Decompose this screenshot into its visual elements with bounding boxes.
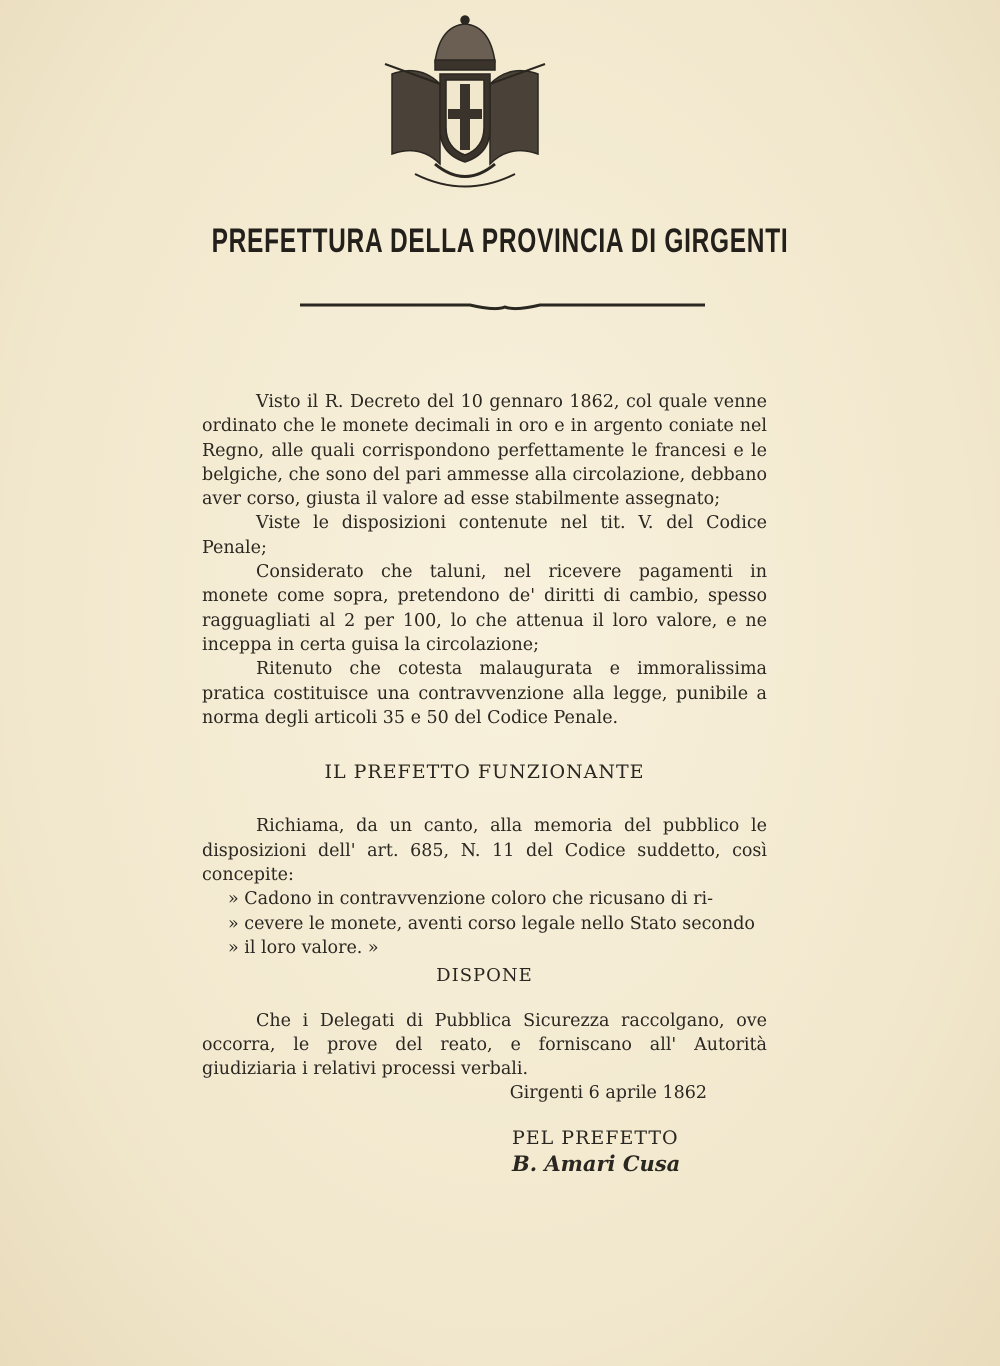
page-title: PREFETTURA DELLA PROVINCIA DI GIRGENTI bbox=[211, 222, 789, 260]
paragraph-delegati: Che i Delegati di Pubblica Sicurezza raccolgano, ove occorra, le prove del reato, e forniscano all' Autorità giudiziaria i relativi processi verbali. bbox=[202, 1010, 767, 1080]
paragraph-viste: Viste le disposizioni contenute nel tit. V. del Codice Penale; bbox=[202, 513, 767, 558]
heading-prefetto: IL PREFETTO FUNZIONANTE bbox=[324, 761, 645, 784]
signature-name: B. Amari Cusa bbox=[512, 1151, 681, 1177]
paragraph-richiama: Richiama, da un canto, alla memoria del pubblico le disposizioni dell' art. 685, N. 11 del Codice suddetto, così concepite: bbox=[202, 816, 767, 886]
heading-dispone: DISPONE bbox=[436, 965, 533, 987]
crowned-shield-with-flags-icon bbox=[380, 14, 550, 194]
quote-line: » il loro valore. » bbox=[228, 937, 379, 958]
quoted-article bbox=[202, 887, 767, 960]
paragraph-considerato: Considerato che taluni, nel ricevere pagamenti in monete come sopra, pretendono de' diritti di cambio, spesso ragguagliati al 2 per 100, lo che attenua il loro valore, e ne inceppa in certa guisa la circolazione; bbox=[202, 562, 767, 655]
signature-block bbox=[202, 1126, 767, 1177]
title-divider bbox=[300, 296, 710, 316]
decree-body bbox=[202, 390, 767, 1176]
paragraph-visto: Visto il R. Decreto del 10 gennaro 1862, col quale venne ordinato che le monete decimali in oro e in argento coniate nel Regno, alle quali corrispondono perfettamente le francesi e le belgiche, che sono del pari ammesse alla circolazione, debbano aver corso, giusta il valore ad esse stabilmente assegnato; bbox=[202, 392, 767, 510]
quote-line: » Cadono in contravvenzione coloro che ricusano di ri- bbox=[228, 889, 713, 910]
signature-label: PEL PREFETTO bbox=[512, 1126, 679, 1149]
quote-line: » cevere le monete, aventi corso legale nello Stato secondo bbox=[228, 913, 755, 934]
paragraph-ritenuto: Ritenuto che cotesta malaugurata e immoralissima pratica costituisce una contravvenzione alla legge, punibile a norma degli articoli 35 e 50 del Codice Penale. bbox=[202, 659, 767, 728]
dateline: Girgenti 6 aprile 1862 bbox=[509, 1083, 707, 1104]
